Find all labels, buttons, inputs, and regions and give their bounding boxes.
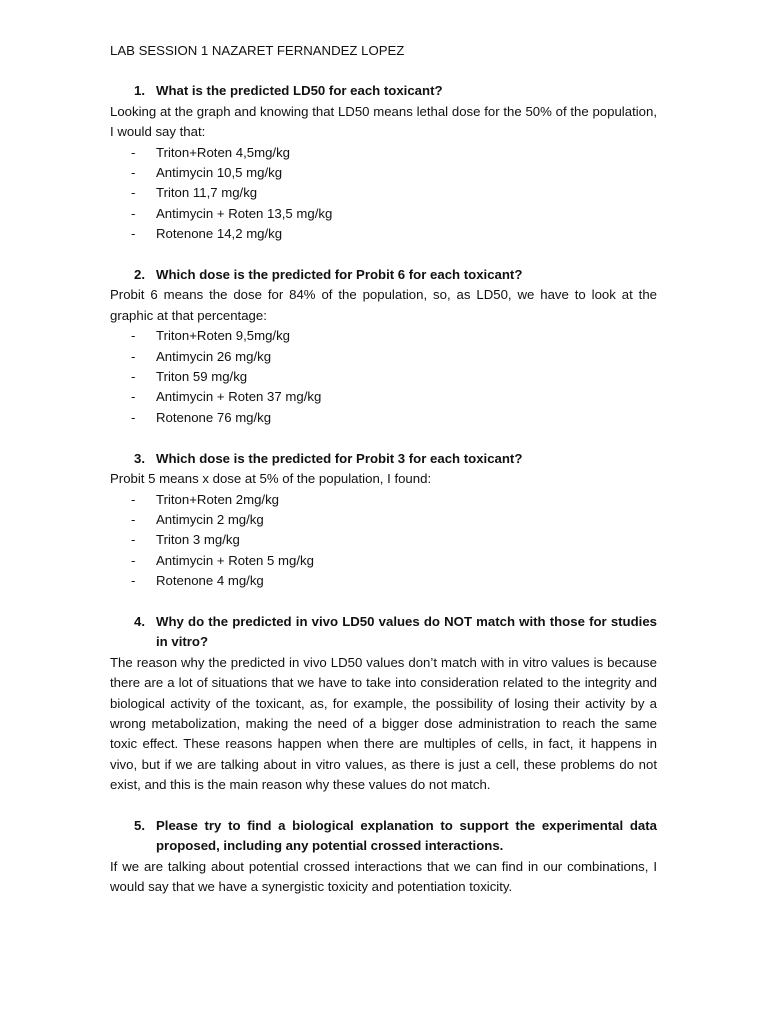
question-text: Please try to find a biological explanation to support the experimental data proposed, including any potential crossed interactions. [156, 817, 657, 854]
list-item [110, 551, 657, 571]
bullet-dash: - [131, 511, 136, 527]
list-item-text: Rotenone 4 mg/kg [156, 573, 264, 589]
bullet-dash: - [131, 328, 136, 344]
answer-text: The reason why the predicted in vivo LD50 values don’t match with in vitro values is because there are a lot of situations that we have to take into consideration related to the integrity and biological activity of the toxicant, as, for example, the possibility of losing their activity by a wrong metabolization, making the need of a bigger dose administration to reach the same toxic effect. These reasons happen when there are multiples of cells, in fact, it happens in vivo, but if we are talking about in vitro values, as there is just a cell, these problems do not exist, and this is the main reason why these values do not match. [110, 654, 657, 793]
question-2 [110, 265, 657, 428]
bullet-dash: - [131, 205, 136, 221]
question-heading [110, 449, 657, 469]
question-number: 3. [134, 450, 145, 466]
list-item [110, 347, 657, 367]
list-item [110, 326, 657, 346]
document-page [110, 41, 657, 898]
list-item [110, 387, 657, 407]
question-5 [110, 816, 657, 898]
bullet-dash: - [131, 409, 136, 425]
bullet-dash: - [131, 389, 136, 405]
bullet-dash: - [131, 144, 136, 160]
spacer [110, 245, 657, 265]
bullet-dash: - [131, 552, 136, 568]
list-item [110, 510, 657, 530]
list-item [110, 183, 657, 203]
answer-text: Looking at the graph and knowing that LD50 means lethal dose for the 50% of the population, I would say that: [110, 103, 657, 140]
bullet-dash: - [131, 532, 136, 548]
question-1 [110, 81, 657, 244]
bullet-dash: - [131, 348, 136, 364]
list-item [110, 571, 657, 591]
list-item-text: Triton+Roten 9,5mg/kg [156, 328, 291, 344]
list-item-text: Antimycin + Roten 37 mg/kg [156, 389, 322, 405]
question-number: 2. [134, 267, 145, 283]
answer-list [110, 326, 657, 428]
question-heading [110, 612, 657, 653]
question-text: Which dose is the predicted for Probit 6 for each toxicant? [156, 267, 523, 283]
question-3 [110, 449, 657, 592]
list-item-text: Antimycin 10,5 mg/kg [156, 165, 283, 181]
question-text: Why do the predicted in vivo LD50 values do NOT match with those for studies in vitro? [156, 613, 657, 650]
answer-list [110, 143, 657, 245]
question-heading [110, 816, 657, 857]
question-number: 1. [134, 83, 145, 99]
list-item-text: Antimycin 2 mg/kg [156, 511, 264, 527]
list-item-text: Antimycin 26 mg/kg [156, 348, 272, 364]
question-heading [110, 81, 657, 101]
question-heading [110, 265, 657, 285]
answer-list [110, 490, 657, 592]
bullet-dash: - [131, 165, 136, 181]
bullet-dash: - [131, 226, 136, 242]
list-item-text: Antimycin + Roten 5 mg/kg [156, 552, 314, 568]
bullet-dash: - [131, 369, 136, 385]
answer-text: Probit 6 means the dose for 84% of the population, so, as LD50, we have to look at the graphic at that percentage: [110, 287, 657, 323]
bullet-dash: - [131, 573, 136, 589]
list-item [110, 224, 657, 244]
list-item-text: Antimycin + Roten 13,5 mg/kg [156, 205, 333, 221]
list-item-text: Rotenone 76 mg/kg [156, 409, 272, 425]
question-number: 5. [134, 817, 145, 833]
question-text: Which dose is the predicted for Probit 3 for each toxicant? [156, 450, 523, 466]
list-item [110, 204, 657, 224]
question-4 [110, 612, 657, 796]
question-number: 4. [134, 613, 145, 629]
spacer [110, 592, 657, 612]
answer-text: Probit 5 means x dose at 5% of the population, I found: [110, 471, 432, 487]
list-item [110, 530, 657, 550]
list-item-text: Triton+Roten 4,5mg/kg [156, 144, 291, 160]
list-item-text: Triton 3 mg/kg [156, 532, 240, 548]
spacer [110, 428, 657, 448]
spacer [110, 796, 657, 816]
list-item-text: Triton+Roten 2mg/kg [156, 491, 280, 507]
list-item-text: Triton 11,7 mg/kg [156, 185, 258, 201]
list-item-text: Triton 59 mg/kg [156, 369, 248, 385]
list-item [110, 490, 657, 510]
question-text: What is the predicted LD50 for each toxicant? [156, 83, 443, 99]
bullet-dash: - [131, 185, 136, 201]
list-item-text: Rotenone 14,2 mg/kg [156, 226, 283, 242]
list-item [110, 367, 657, 387]
list-item [110, 408, 657, 428]
bullet-dash: - [131, 491, 136, 507]
document-title: LAB SESSION 1 NAZARET FERNANDEZ LOPEZ [110, 43, 405, 58]
list-item [110, 143, 657, 163]
answer-text: If we are talking about potential crossed interactions that we can find in our combinations, I would say that we have a synergistic toxicity and potentiation toxicity. [110, 858, 657, 895]
list-item [110, 163, 657, 183]
